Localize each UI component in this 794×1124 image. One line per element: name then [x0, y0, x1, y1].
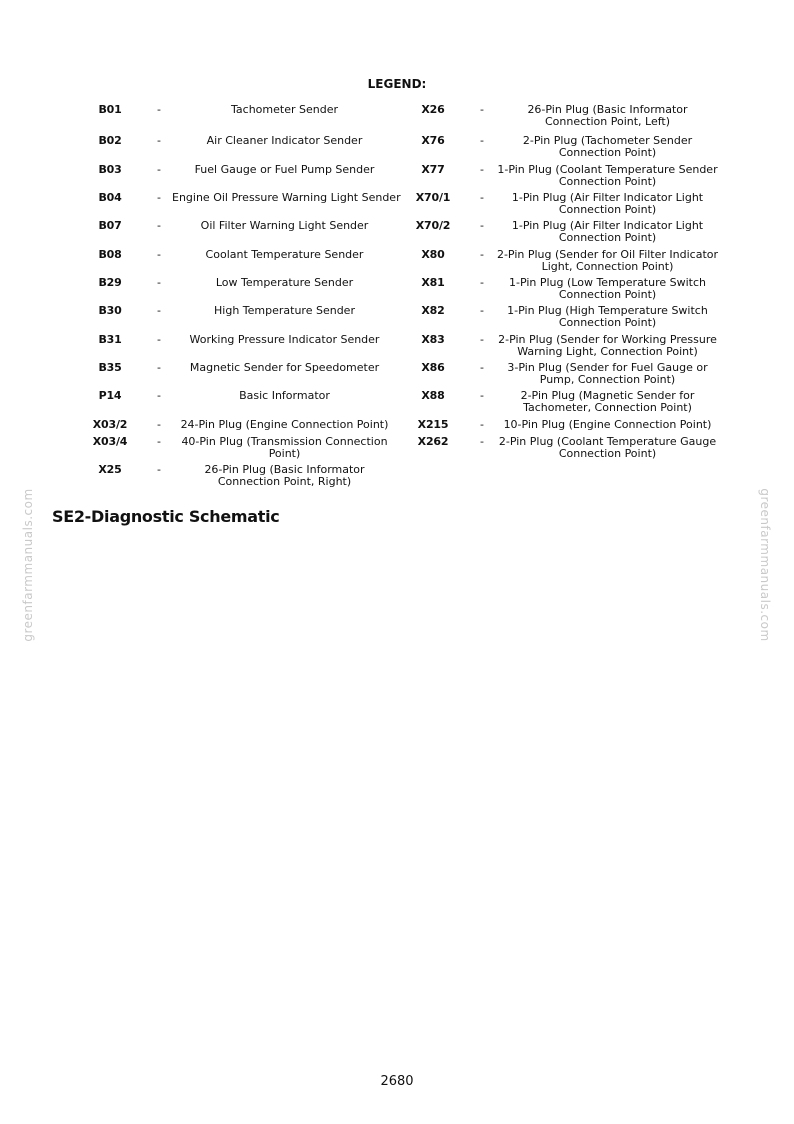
legend-description: 2-Pin Plug (Sender for Working Pressure Warning Light, Connection Point): [498, 333, 717, 358]
legend-description: 24-Pin Plug (Engine Connection Point): [180, 418, 389, 431]
legend-code: X70/2: [415, 219, 451, 232]
legend-code: B35: [98, 361, 122, 374]
legend-description: Fuel Gauge or Fuel Pump Sender: [194, 163, 375, 176]
legend-description: 1-Pin Plug (Coolant Temperature Sender Connection Point): [497, 163, 718, 188]
legend-description: 1-Pin Plug (Air Filter Indicator Light Connection Point): [511, 191, 704, 216]
legend-dash: -: [157, 134, 161, 147]
legend-description: Oil Filter Warning Light Sender: [200, 219, 369, 232]
legend-code: X215: [417, 418, 449, 431]
section-title: SE2-Diagnostic Schematic: [52, 507, 280, 526]
watermark-right: greenfarmmanuals.com: [758, 488, 772, 642]
legend-dash: -: [480, 219, 484, 232]
legend-dash: -: [157, 435, 161, 448]
legend-code: X26: [421, 103, 445, 116]
legend-dash: -: [480, 248, 484, 261]
legend-description: Engine Oil Pressure Warning Light Sender: [172, 191, 401, 204]
legend-dash: -: [157, 418, 161, 431]
legend-dash: -: [480, 333, 484, 346]
legend-description: 3-Pin Plug (Sender for Fuel Gauge or Pump, Connection Point): [507, 361, 708, 386]
legend-code: X25: [98, 463, 122, 476]
legend-dash: -: [480, 361, 484, 374]
legend-dash: -: [157, 219, 161, 232]
legend-description: Working Pressure Indicator Sender: [189, 333, 380, 346]
legend-dash: -: [157, 389, 161, 402]
legend-code: X03/2: [92, 418, 128, 431]
legend-description: 1-Pin Plug (Air Filter Indicator Light Connection Point): [511, 219, 704, 244]
legend-code: B30: [98, 304, 122, 317]
legend-code: B31: [98, 333, 122, 346]
legend-code: B29: [98, 276, 122, 289]
legend-code: X77: [421, 163, 445, 176]
legend-dash: -: [480, 191, 484, 204]
legend-code: B04: [98, 191, 122, 204]
legend-code: X88: [421, 389, 445, 402]
legend-description: 26-Pin Plug (Basic Informator Connection Point, Right): [204, 463, 365, 488]
legend-description: 26-Pin Plug (Basic Informator Connection Point, Left): [527, 103, 688, 128]
legend-dash: -: [480, 134, 484, 147]
legend-code: X03/4: [92, 435, 128, 448]
legend-description: 2-Pin Plug (Coolant Temperature Gauge Connection Point): [498, 435, 717, 460]
legend-description: Low Temperature Sender: [215, 276, 354, 289]
legend-dash: -: [157, 463, 161, 476]
legend-description: 2-Pin Plug (Sender for Oil Filter Indicator Light, Connection Point): [496, 248, 719, 273]
watermark-left: greenfarmmanuals.com: [21, 488, 35, 642]
legend-dash: -: [480, 163, 484, 176]
legend-code: P14: [98, 389, 122, 402]
legend-description: 10-Pin Plug (Engine Connection Point): [503, 418, 712, 431]
legend-dash: -: [157, 191, 161, 204]
legend-code: X76: [421, 134, 445, 147]
legend-dash: -: [157, 304, 161, 317]
legend-dash: -: [480, 418, 484, 431]
legend-description: 1-Pin Plug (High Temperature Switch Connection Point): [507, 304, 708, 329]
legend-description: 1-Pin Plug (Low Temperature Switch Connection Point): [508, 276, 707, 301]
legend-code: X262: [417, 435, 449, 448]
legend-description: 2-Pin Plug (Magnetic Sender for Tachometer, Connection Point): [520, 389, 695, 414]
legend-dash: -: [157, 333, 161, 346]
legend-dash: -: [157, 103, 161, 116]
legend-dash: -: [157, 163, 161, 176]
legend-description: Tachometer Sender: [231, 103, 338, 116]
legend-code: B01: [98, 103, 122, 116]
legend-code: B07: [98, 219, 122, 232]
legend-dash: -: [480, 103, 484, 116]
legend-description: High Temperature Sender: [214, 304, 355, 317]
legend-description: Air Cleaner Indicator Sender: [206, 134, 363, 147]
legend-code: X80: [421, 248, 445, 261]
legend-description: Magnetic Sender for Speedometer: [189, 361, 380, 374]
legend-code: B03: [98, 163, 122, 176]
legend-code: B08: [98, 248, 122, 261]
legend-description: Basic Informator: [239, 389, 330, 402]
legend-title: LEGEND:: [367, 77, 427, 91]
legend-dash: -: [480, 435, 484, 448]
legend-code: X70/1: [415, 191, 451, 204]
legend-code: X83: [421, 333, 445, 346]
legend-description: Coolant Temperature Sender: [205, 248, 364, 261]
legend-code: X86: [421, 361, 445, 374]
legend-code: B02: [98, 134, 122, 147]
legend-dash: -: [157, 276, 161, 289]
page-number: 2680: [380, 1074, 414, 1089]
legend-dash: -: [480, 304, 484, 317]
legend-dash: -: [480, 389, 484, 402]
legend-dash: -: [157, 248, 161, 261]
legend-dash: -: [480, 276, 484, 289]
legend-code: X82: [421, 304, 445, 317]
legend-dash: -: [157, 361, 161, 374]
legend-description: 2-Pin Plug (Tachometer Sender Connection Point): [522, 134, 693, 159]
legend-description: 40-Pin Plug (Transmission Connection Point): [181, 435, 388, 460]
legend-code: X81: [421, 276, 445, 289]
